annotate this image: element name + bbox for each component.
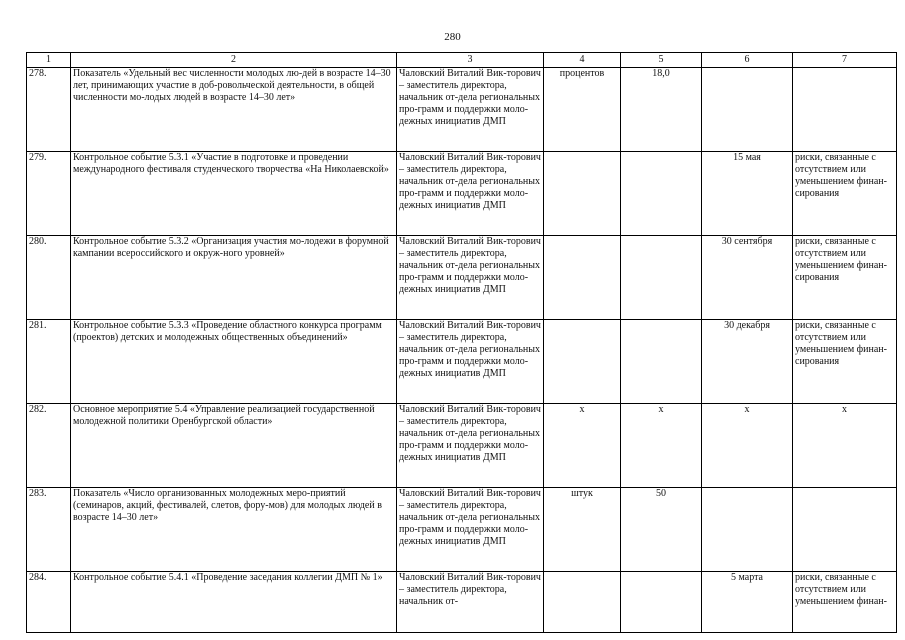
column-header: 1	[27, 53, 71, 68]
column-header: 2	[71, 53, 397, 68]
row-unit	[544, 572, 621, 633]
table-row	[27, 488, 897, 572]
table-row	[27, 152, 897, 236]
row-risk	[793, 68, 897, 152]
row-responsible: Чаловский Виталий Вик-торович – заместитель директора, начальник от-	[397, 572, 544, 633]
row-unit: штук	[544, 488, 621, 572]
row-value: х	[621, 404, 702, 488]
row-responsible: Чаловский Виталий Вик-торович – заместитель директора, начальник от-дела региональных про-грамм и поддержки моло-дежных инициатив ДМП	[397, 236, 544, 320]
row-risk: риски, связанные с отсутствием или уменьшением финан-сирования	[793, 320, 897, 404]
row-value: 18,0	[621, 68, 702, 152]
row-responsible: Чаловский Виталий Вик-торович – заместитель директора, начальник от-дела региональных про-грамм и поддержки моло-дежных инициатив ДМП	[397, 152, 544, 236]
column-header: 3	[397, 53, 544, 68]
row-responsible: Чаловский Виталий Вик-торович – заместитель директора, начальник от-дела региональных про-грамм и поддержки моло-дежных инициатив ДМП	[397, 404, 544, 488]
row-number: 278.	[27, 68, 71, 152]
table-row	[27, 236, 897, 320]
row-date	[702, 68, 793, 152]
row-name: Контрольное событие 5.3.1 «Участие в подготовке и проведении международного фестиваля студенческого творчества «На Николаевской»	[71, 152, 397, 236]
row-risk: риски, связанные с отсутствием или уменьшением финан-сирования	[793, 152, 897, 236]
row-responsible: Чаловский Виталий Вик-торович – заместитель директора, начальник от-дела региональных про-грамм и поддержки моло-дежных инициатив ДМП	[397, 68, 544, 152]
table-row	[27, 404, 897, 488]
row-date: 15 мая	[702, 152, 793, 236]
row-number: 281.	[27, 320, 71, 404]
row-date: 5 марта	[702, 572, 793, 633]
row-date: х	[702, 404, 793, 488]
column-header: 6	[702, 53, 793, 68]
row-number: 279.	[27, 152, 71, 236]
table-header-row	[27, 53, 897, 68]
row-date	[702, 488, 793, 572]
row-risk: х	[793, 404, 897, 488]
row-risk: риски, связанные с отсутствием или уменьшением финан-	[793, 572, 897, 633]
row-number: 280.	[27, 236, 71, 320]
row-responsible: Чаловский Виталий Вик-торович – заместитель директора, начальник от-дела региональных про-грамм и поддержки моло-дежных инициатив ДМП	[397, 320, 544, 404]
column-header: 7	[793, 53, 897, 68]
row-unit	[544, 236, 621, 320]
table-row	[27, 320, 897, 404]
table-row	[27, 68, 897, 152]
row-date: 30 декабря	[702, 320, 793, 404]
table-row	[27, 572, 897, 633]
row-unit	[544, 152, 621, 236]
plan-table	[26, 52, 897, 633]
row-name: Контрольное событие 5.3.2 «Организация участия мо-лодежи в форумной кампании всероссийского и окруж-ного уровней»	[71, 236, 397, 320]
row-name: Основное мероприятие 5.4 «Управление реализацией государственной молодежной политики Оренбургской области»	[71, 404, 397, 488]
row-date: 30 сентября	[702, 236, 793, 320]
column-header: 5	[621, 53, 702, 68]
row-name: Контрольное событие 5.3.3 «Проведение областного конкурса программ (проектов) детских и молодежных общественных объединений»	[71, 320, 397, 404]
row-value	[621, 572, 702, 633]
row-name: Показатель «Удельный вес численности молодых лю-дей в возрасте 14–30 лет, принимающих участие в доб-ровольческой деятельности, в общей численности мо-лодых людей в возрасте 14–30 лет»	[71, 68, 397, 152]
row-value	[621, 152, 702, 236]
row-name: Показатель «Число организованных молодежных меро-приятий (семинаров, акций, фестивалей, слетов, фору-мов) для молодых людей в возрасте 14–30 лет»	[71, 488, 397, 572]
row-value	[621, 236, 702, 320]
row-value	[621, 320, 702, 404]
row-unit: х	[544, 404, 621, 488]
row-number: 284.	[27, 572, 71, 633]
column-header: 4	[544, 53, 621, 68]
row-unit	[544, 320, 621, 404]
row-name: Контрольное событие 5.4.1 «Проведение заседания коллегии ДМП № 1»	[71, 572, 397, 633]
row-number: 282.	[27, 404, 71, 488]
row-unit: процентов	[544, 68, 621, 152]
row-value: 50	[621, 488, 702, 572]
row-risk	[793, 488, 897, 572]
page-number: 280	[444, 31, 461, 43]
row-number: 283.	[27, 488, 71, 572]
row-responsible: Чаловский Виталий Вик-торович – заместитель директора, начальник от-дела региональных про-грамм и поддержки моло-дежных инициатив ДМП	[397, 488, 544, 572]
row-risk: риски, связанные с отсутствием или уменьшением финан-сирования	[793, 236, 897, 320]
